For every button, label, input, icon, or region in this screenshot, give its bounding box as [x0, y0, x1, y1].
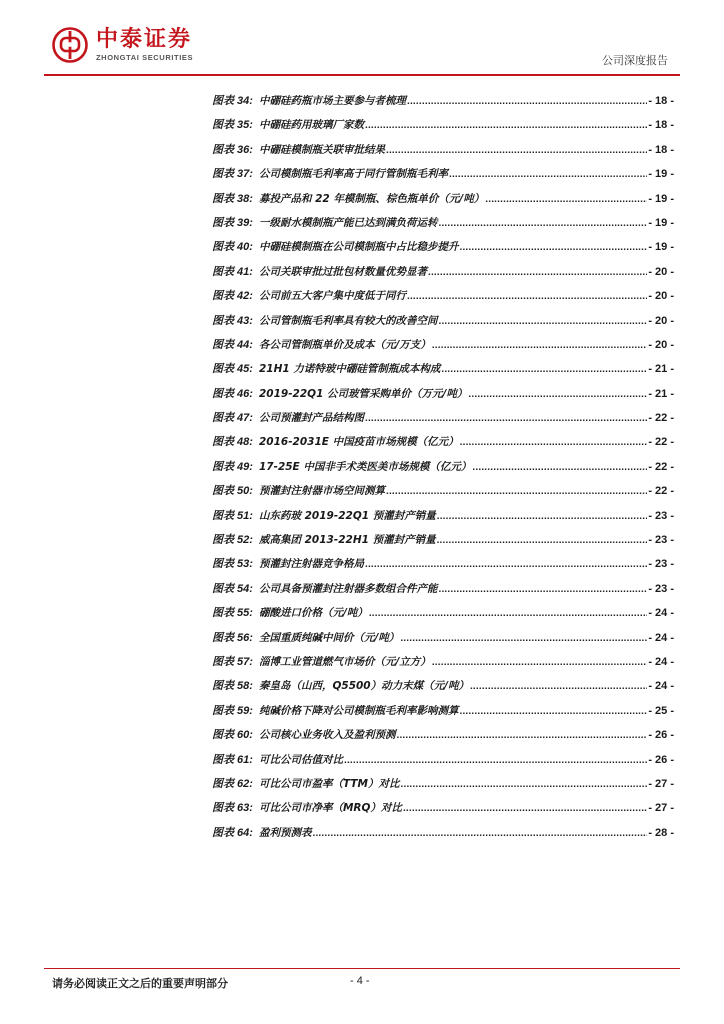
toc-figure-number: 图表 59: — [212, 704, 253, 717]
toc-page-number: - 24 - — [648, 607, 674, 620]
toc-figure-number: 图表 52: — [212, 534, 253, 547]
toc-figure-title: 山东药玻 2019-22Q1 预灌封产销量 — [258, 509, 436, 522]
toc-page-number: - 19 - — [648, 241, 674, 254]
page-number: - 4 - — [350, 975, 370, 987]
toc-dot-leader — [432, 657, 648, 668]
toc-dot-leader — [449, 169, 647, 180]
toc-dot-leader — [438, 218, 647, 229]
toc-page-number: - 27 - — [648, 802, 674, 815]
toc-entry[interactable] — [212, 92, 674, 116]
toc-entry[interactable] — [212, 385, 674, 409]
toc-figure-number: 图表 48: — [212, 436, 253, 449]
toc-figure-number: 图表 46: — [212, 387, 253, 400]
toc-figure-number: 图表 39: — [212, 216, 253, 229]
toc-figure-number: 图表 41: — [212, 265, 253, 278]
header-divider — [44, 74, 680, 76]
toc-figure-number: 图表 35: — [212, 119, 253, 132]
toc-figure-title: 21H1 力诺特玻中硼硅管制瓶成本构成 — [258, 363, 441, 376]
toc-figure-title: 可比公司估值对比 — [258, 753, 343, 766]
toc-page-number: - 24 - — [648, 655, 674, 668]
toc-figure-number: 图表 53: — [212, 558, 253, 571]
toc-page-number: - 28 - — [648, 826, 674, 839]
toc-dot-leader — [344, 755, 647, 766]
toc-entry[interactable] — [212, 604, 674, 628]
toc-figure-number: 图表 43: — [212, 314, 253, 327]
toc-dot-leader — [396, 730, 647, 741]
toc-entry[interactable] — [212, 238, 674, 262]
logo-chinese-name: 中泰证券 — [96, 26, 193, 52]
toc-dot-leader — [459, 706, 647, 717]
toc-entry[interactable] — [212, 482, 674, 506]
page-header — [0, 0, 724, 80]
toc-figure-title: 公司核心业务收入及盈利预测 — [258, 729, 396, 742]
toc-dot-leader — [460, 437, 648, 448]
toc-figure-title: 中硼硅药用玻璃厂家数 — [258, 119, 364, 132]
toc-dot-leader — [365, 559, 647, 570]
toc-entry[interactable] — [212, 677, 674, 701]
toc-page-number: - 24 - — [648, 631, 674, 644]
toc-figure-number: 图表 60: — [212, 729, 253, 742]
toc-dot-leader — [407, 291, 647, 302]
toc-dot-leader — [441, 364, 647, 375]
toc-page-number: - 22 - — [648, 412, 674, 425]
toc-entry[interactable] — [212, 214, 674, 238]
toc-page-number: - 27 - — [648, 777, 674, 790]
toc-entry[interactable] — [212, 336, 674, 360]
toc-figure-number: 图表 57: — [212, 655, 253, 668]
toc-entry[interactable] — [212, 726, 674, 750]
toc-dot-leader — [365, 413, 647, 424]
toc-dot-leader — [403, 803, 647, 814]
toc-figure-title: 公司具备预灌封注射器多数组合件产能 — [258, 582, 438, 595]
toc-figure-number: 图表 64: — [212, 826, 253, 839]
toc-figure-number: 图表 50: — [212, 485, 253, 498]
toc-page-number: - 19 - — [648, 192, 674, 205]
toc-dot-leader — [407, 96, 647, 107]
toc-figure-title: 盈利预测表 — [258, 826, 312, 839]
toc-page-number: - 26 - — [648, 729, 674, 742]
toc-page-number: - 19 - — [648, 168, 674, 181]
toc-figure-title: 公司预灌封产品结构图 — [258, 412, 364, 425]
toc-page-number: - 20 - — [648, 338, 674, 351]
toc-figure-title: 威高集团 2013-22H1 预灌封产销量 — [258, 534, 436, 547]
toc-entry[interactable] — [212, 653, 674, 677]
company-logo — [52, 27, 193, 63]
toc-dot-leader — [386, 486, 647, 497]
toc-dot-leader — [432, 340, 648, 351]
toc-figure-number: 图表 37: — [212, 168, 253, 181]
logo-english-name: ZHONGTAI SECURITIES — [96, 52, 194, 62]
toc-figure-number: 图表 55: — [212, 607, 253, 620]
toc-figure-title: 淄博工业管道燃气市场价（元/立方） — [258, 655, 431, 668]
toc-figure-title: 2016-2031E 中国疫苗市场规模（亿元） — [258, 436, 459, 449]
toc-dot-leader — [369, 608, 648, 619]
toc-figure-number: 图表 36: — [212, 143, 253, 156]
toc-figure-title: 募投产品和 22 年模制瓶、棕色瓶单价（元/吨） — [258, 192, 485, 205]
toc-figure-number: 图表 42: — [212, 290, 253, 303]
toc-entry[interactable] — [212, 433, 674, 457]
toc-page-number: - 20 - — [648, 290, 674, 303]
toc-page-number: - 26 - — [648, 753, 674, 766]
toc-entry[interactable] — [212, 799, 674, 823]
disclaimer-note: 请务必阅读正文之后的重要声明部分 — [52, 977, 228, 990]
toc-dot-leader — [472, 462, 647, 473]
toc-figure-title: 全国重质纯碱中间价（元/吨） — [258, 631, 400, 644]
toc-entry[interactable] — [212, 287, 674, 311]
toc-page-number: - 22 - — [648, 436, 674, 449]
toc-dot-leader — [438, 584, 647, 595]
toc-page-number: - 19 - — [648, 216, 674, 229]
toc-entry[interactable] — [212, 190, 674, 214]
toc-figure-title: 公司关联审批过批包材数量优势显著 — [258, 265, 427, 278]
toc-page-number: - 20 - — [648, 265, 674, 278]
toc-figure-number: 图表 63: — [212, 802, 253, 815]
toc-dot-leader — [400, 779, 647, 790]
toc-figure-title: 秦皇岛（山西，Q5500）动力末煤（元/吨） — [258, 680, 469, 693]
toc-dot-leader — [468, 389, 647, 400]
toc-page-number: - 18 - — [648, 95, 674, 107]
toc-entry[interactable] — [212, 165, 674, 189]
toc-dot-leader — [386, 145, 647, 156]
toc-figure-number: 图表 40: — [212, 241, 253, 254]
toc-figure-title: 2019-22Q1 公司玻管采购单价（万元/吨） — [258, 387, 468, 400]
toc-figure-number: 图表 45: — [212, 363, 253, 376]
toc-entry[interactable] — [212, 629, 674, 653]
toc-figure-title: 预灌封注射器竞争格局 — [258, 558, 364, 571]
toc-dot-leader — [470, 681, 647, 692]
toc-page-number: - 23 - — [648, 582, 674, 595]
toc-entry[interactable] — [212, 507, 674, 531]
toc-figure-title: 17-25E 中国非手术类医美市场规模（亿元） — [258, 460, 472, 473]
toc-dot-leader — [459, 242, 647, 253]
toc-page-number: - 23 - — [648, 509, 674, 522]
toc-figure-title: 公司前五大客户集中度低于同行 — [258, 290, 406, 303]
toc-page-number: - 18 - — [648, 119, 674, 132]
toc-dot-leader — [437, 535, 648, 546]
toc-figure-title: 可比公司市盈率（TTM）对比 — [258, 777, 400, 790]
figure-index-list — [212, 92, 674, 848]
toc-page-number: - 23 - — [648, 558, 674, 571]
toc-figure-number: 图表 49: — [212, 460, 253, 473]
toc-entry[interactable] — [212, 312, 674, 336]
toc-entry[interactable] — [212, 824, 674, 848]
toc-figure-title: 中硼硅模制瓶在公司模制瓶中占比稳步提升 — [258, 241, 459, 254]
toc-dot-leader — [438, 316, 647, 327]
toc-page-number: - 18 - — [648, 143, 674, 156]
toc-entry[interactable] — [212, 531, 674, 555]
toc-figure-number: 图表 34: — [212, 95, 253, 107]
toc-figure-title: 各公司管制瓶单价及成本（元/万支） — [258, 338, 431, 351]
toc-figure-number: 图表 51: — [212, 509, 253, 522]
toc-entry[interactable] — [212, 116, 674, 140]
toc-dot-leader — [312, 828, 647, 839]
toc-page-number: - 22 - — [648, 460, 674, 473]
report-type-label: 公司深度报告 — [602, 54, 668, 67]
toc-page-number: - 25 - — [648, 704, 674, 717]
toc-figure-number: 图表 62: — [212, 777, 253, 790]
toc-entry[interactable] — [212, 409, 674, 433]
toc-figure-title: 预灌封注射器市场空间测算 — [258, 485, 385, 498]
toc-figure-title: 可比公司市净率（MRQ）对比 — [258, 802, 402, 815]
toc-figure-title: 中硼硅药瓶市场主要参与者梳理 — [258, 95, 406, 107]
toc-figure-number: 图表 56: — [212, 631, 253, 644]
footer-divider — [44, 968, 680, 969]
toc-dot-leader — [400, 633, 647, 644]
toc-figure-title: 公司管制瓶毛利率具有较大的改善空间 — [258, 314, 438, 327]
toc-dot-leader — [485, 194, 647, 205]
toc-figure-title: 中硼硅模制瓶关联审批结果 — [258, 143, 385, 156]
toc-entry[interactable] — [212, 263, 674, 287]
zhongtai-logo-icon — [52, 27, 88, 63]
toc-entry[interactable] — [212, 775, 674, 799]
toc-entry[interactable] — [212, 141, 674, 165]
toc-figure-title: 公司模制瓶毛利率高于同行管制瓶毛利率 — [258, 168, 448, 181]
toc-entry[interactable] — [212, 555, 674, 579]
toc-figure-number: 图表 58: — [212, 680, 253, 693]
toc-page-number: - 22 - — [648, 485, 674, 498]
toc-figure-title: 一级耐水模制瓶产能已达到满负荷运转 — [258, 216, 438, 229]
toc-page-number: - 21 - — [648, 387, 674, 400]
toc-dot-leader — [428, 267, 647, 278]
toc-figure-number: 图表 47: — [212, 412, 253, 425]
toc-entry[interactable] — [212, 360, 674, 384]
toc-entry[interactable] — [212, 702, 674, 726]
toc-figure-title: 硼酸进口价格（元/吨） — [258, 607, 368, 620]
toc-page-number: - 24 - — [648, 680, 674, 693]
toc-figure-number: 图表 61: — [212, 753, 253, 766]
toc-figure-number: 图表 44: — [212, 338, 253, 351]
toc-entry[interactable] — [212, 580, 674, 604]
toc-dot-leader — [437, 511, 648, 522]
toc-dot-leader — [365, 120, 647, 131]
toc-entry[interactable] — [212, 458, 674, 482]
toc-figure-title: 纯碱价格下降对公司模制瓶毛利率影响测算 — [258, 704, 459, 717]
toc-figure-number: 图表 54: — [212, 582, 253, 595]
toc-page-number: - 20 - — [648, 314, 674, 327]
toc-page-number: - 21 - — [648, 363, 674, 376]
toc-figure-number: 图表 38: — [212, 192, 253, 205]
toc-entry[interactable] — [212, 751, 674, 775]
toc-page-number: - 23 - — [648, 534, 674, 547]
